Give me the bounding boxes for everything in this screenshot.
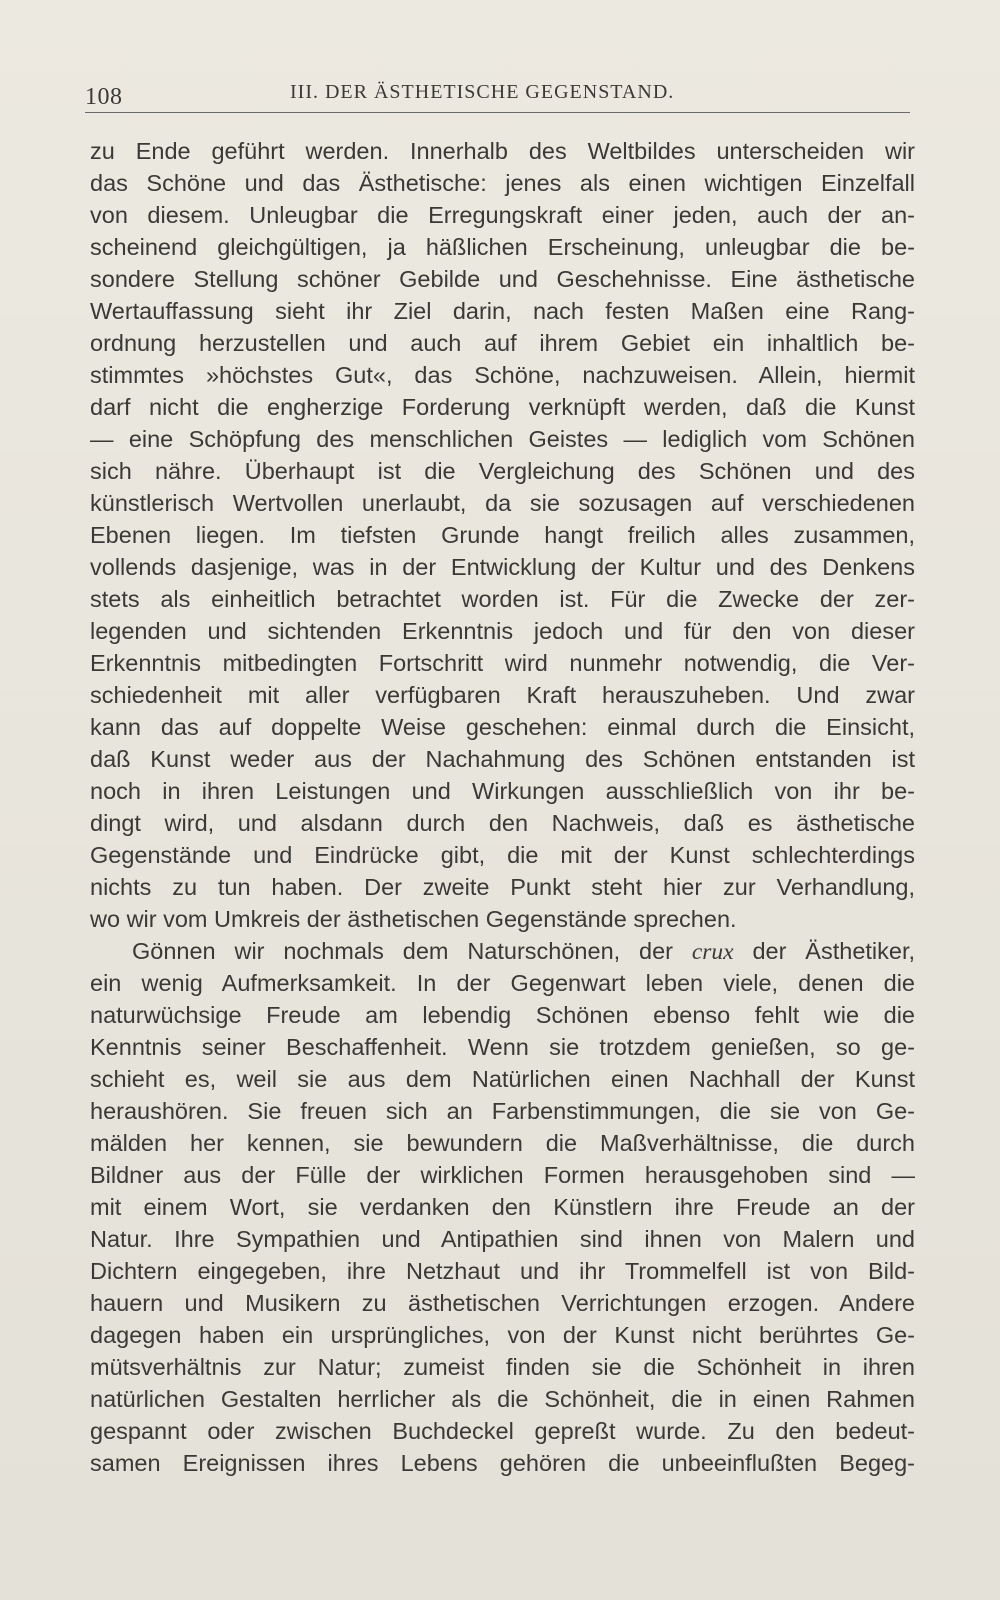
text-line: natürlichen Gestalten herrlicher als die Schönheit, die in einen Rahmen <box>90 1386 915 1412</box>
text-line: sondere Stellung schöner Gebilde und Geschehnisse. Eine ästhetische <box>90 266 915 292</box>
text-line: dingt wird, und alsdann durch den Nachweis, daß es ästhetische <box>90 810 915 836</box>
text-line: scheinend gleichgültigen, ja häßlichen Erscheinung, unleugbar die be- <box>90 234 915 260</box>
paragraph <box>90 135 915 935</box>
text-line: vollends dasjenige, was in der Entwicklung der Kultur und des Denkens <box>90 554 915 580</box>
text-line: von diesem. Unleugbar die Erregungskraft einer jeden, auch der an- <box>90 202 915 228</box>
text-span: der Ästhetiker, <box>752 938 916 964</box>
running-head: III. DER ÄSTHETISCHE GEGENSTAND. <box>290 81 675 103</box>
text-line: das Schöne und das Ästhetische: jenes als einen wichtigen Einzelfall <box>90 170 915 196</box>
text-line: nichts zu tun haben. Der zweite Punkt steht hier zur Verhandlung, <box>90 874 915 900</box>
text-line: samen Ereignissen ihres Lebens gehören die unbeeinflußten Begeg- <box>90 1450 915 1476</box>
text-line: mit einem Wort, sie verdanken den Künstlern ihre Freude an der <box>90 1194 915 1220</box>
text-line: — eine Schöpfung des menschlichen Geistes — lediglich vom Schönen <box>90 426 915 452</box>
text-line: hauern und Musikern zu ästhetischen Verrichtungen erzogen. Andere <box>90 1290 915 1316</box>
text-line: darf nicht die engherzige Forderung verknüpft werden, daß die Kunst <box>90 394 915 420</box>
text-line: mälden her kennen, sie bewundern die Maßverhältnisse, die durch <box>90 1130 915 1156</box>
text-line: dagegen haben ein ursprüngliches, von der Kunst nicht berührtes Ge- <box>90 1322 915 1348</box>
text-line: schieht es, weil sie aus dem Natürlichen einen Nachhall der Kunst <box>90 1066 915 1092</box>
text-line: Gegenstände und Eindrücke gibt, die mit der Kunst schlechterdings <box>90 842 915 868</box>
text-line: naturwüchsige Freude am lebendig Schönen ebenso fehlt wie die <box>90 1002 915 1028</box>
text-line: Ebenen liegen. Im tiefsten Grunde hangt freilich alles zusammen, <box>90 522 915 548</box>
text-line: Bildner aus der Fülle der wirklichen Formen herausgehoben sind — <box>90 1162 915 1188</box>
text-line: ordnung herzustellen und auch auf ihrem Gebiet ein inhaltlich be- <box>90 330 915 356</box>
text-line: Natur. Ihre Sympathien und Antipathien sind ihnen von Malern und <box>90 1226 915 1252</box>
text-line: Wertauffassung sieht ihr Ziel darin, nach festen Maßen eine Rang- <box>90 298 915 324</box>
page-header <box>85 78 910 113</box>
text-line: ein wenig Aufmerksamkeit. In der Gegenwart leben viele, denen die <box>90 970 915 996</box>
page-number: 108 <box>85 84 123 110</box>
paragraph <box>90 935 915 1479</box>
text-line: stets als einheitlich betrachtet worden ist. Für die Zwecke der zer- <box>90 586 915 612</box>
text-line: Dichtern eingegeben, ihre Netzhaut und ihr Trommelfell ist von Bild- <box>90 1258 915 1284</box>
text-line: künstlerisch Wertvollen unerlaubt, da sie sozusagen auf verschiedenen <box>90 490 915 516</box>
text-line: zu Ende geführt werden. Innerhalb des Weltbildes unterscheiden wir <box>90 138 915 164</box>
body-text <box>90 135 915 1479</box>
text-line: Erkenntnis mitbedingten Fortschritt wird nunmehr notwendig, die Ver- <box>90 650 915 676</box>
text-span: Gönnen wir nochmals dem Naturschönen, der <box>132 938 673 964</box>
text-line: sich nähre. Überhaupt ist die Vergleichung des Schönen und des <box>90 458 915 484</box>
text-line: heraushören. Sie freuen sich an Farbenstimmungen, die sie von Ge- <box>90 1098 915 1124</box>
text-line: stimmtes »höchstes Gut«, das Schöne, nachzuweisen. Allein, hiermit <box>90 362 915 388</box>
text-line: gespannt oder zwischen Buchdeckel gepreßt wurde. Zu den bedeut- <box>90 1418 915 1444</box>
text-line <box>90 935 915 967</box>
italic-term: crux <box>691 939 734 965</box>
text-line: Kenntnis seiner Beschaffenheit. Wenn sie trotzdem genießen, so ge- <box>90 1034 915 1060</box>
text-line: legenden und sichtenden Erkenntnis jedoch und für den von dieser <box>90 618 915 644</box>
text-line: mütsverhältnis zur Natur; zumeist finden sie die Schönheit in ihren <box>90 1354 915 1380</box>
text-line: daß Kunst weder aus der Nachahmung des Schönen entstanden ist <box>90 746 915 772</box>
text-line: schiedenheit mit aller verfügbaren Kraft herauszuheben. Und zwar <box>90 682 915 708</box>
text-line: noch in ihren Leistungen und Wirkungen ausschließlich von ihr be- <box>90 778 915 804</box>
text-line: wo wir vom Umkreis der ästhetischen Gegenstände sprechen. <box>90 906 737 932</box>
text-line: kann das auf doppelte Weise geschehen: einmal durch die Einsicht, <box>90 714 915 740</box>
